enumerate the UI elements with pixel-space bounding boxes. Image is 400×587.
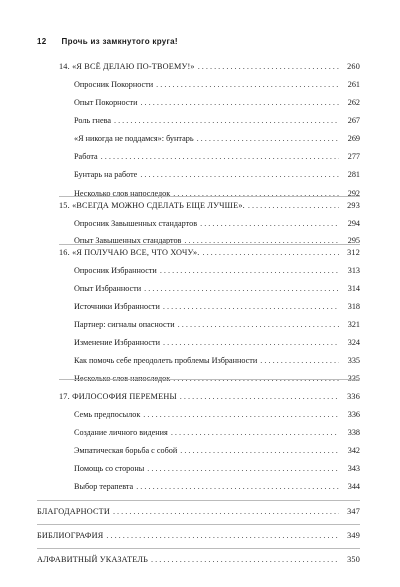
toc-entry xyxy=(59,248,360,260)
toc-entry-page: 314 xyxy=(347,284,360,293)
toc-entry xyxy=(74,410,360,422)
dot-leader xyxy=(180,446,339,455)
toc-entry xyxy=(74,170,360,182)
toc-entry-title: 14. «Я ВСЁ ДЕЛАЮ ПО-ТВОЕМУ!» xyxy=(59,62,195,71)
toc-entry-title: Источники Избранности xyxy=(74,302,160,311)
toc-entry-page: 349 xyxy=(347,531,360,540)
toc-entry-title: Опросник Завышенных стандартов xyxy=(74,219,198,228)
toc-entry xyxy=(37,507,360,519)
toc-entry-title: Несколько слов напоследок xyxy=(74,374,171,383)
dot-leader xyxy=(136,482,339,491)
toc-entry-title: 15. «ВСЕГДА МОЖНО СДЕЛАТЬ ЕЩЕ ЛУЧШЕ». xyxy=(59,201,245,210)
toc-entry-title: 16. «Я ПОЛУЧАЮ ВСЕ, ЧТО ХОЧУ». xyxy=(59,248,200,257)
toc-entry-page: 312 xyxy=(347,248,360,257)
dot-leader xyxy=(163,302,339,311)
dot-leader xyxy=(197,134,339,143)
dot-leader xyxy=(147,464,339,473)
toc-entry-title: Выбор терапевта xyxy=(74,482,134,491)
toc-entry xyxy=(74,446,360,458)
section-divider xyxy=(59,379,360,380)
toc-entry-page: 262 xyxy=(347,98,360,107)
toc-entry-title: Создание личного видения xyxy=(74,428,168,437)
dot-leader xyxy=(114,116,339,125)
toc-entry-title: Изменение Избранности xyxy=(74,338,161,347)
toc-entry-title: Опросник Покорности xyxy=(74,80,154,89)
section-divider xyxy=(37,500,360,501)
toc-entry xyxy=(74,302,360,314)
book-title: Прочь из замкнутого круга! xyxy=(61,37,178,46)
dot-leader xyxy=(140,98,339,107)
toc-entry-page: 269 xyxy=(347,134,360,143)
toc-entry-page: 336 xyxy=(347,410,360,419)
toc-entry xyxy=(59,392,360,404)
section-divider xyxy=(37,524,360,525)
running-header xyxy=(37,37,178,46)
toc-entry-title: Партнер: сигналы опасности xyxy=(74,320,175,329)
toc-entry-page: 260 xyxy=(347,62,360,71)
toc-entry-title: АЛФАВИТНЫЙ УКАЗАТЕЛЬ xyxy=(37,555,149,564)
toc-entry-title: Помощь со стороны xyxy=(74,464,145,473)
toc-entry-page: 324 xyxy=(347,338,360,347)
toc-entry-page: 344 xyxy=(347,482,360,491)
toc-entry xyxy=(37,531,360,543)
page-number: 12 xyxy=(37,37,47,46)
toc-entry xyxy=(74,284,360,296)
toc-entry xyxy=(59,62,360,74)
toc-entry xyxy=(74,80,360,92)
dot-leader xyxy=(200,219,339,228)
toc-entry-page: 321 xyxy=(347,320,360,329)
toc-entry xyxy=(74,482,360,494)
dot-leader xyxy=(248,201,339,210)
toc-entry xyxy=(74,374,360,386)
toc-entry-page: 338 xyxy=(347,428,360,437)
dot-leader xyxy=(202,248,339,257)
dot-leader xyxy=(178,320,339,329)
dot-leader xyxy=(171,428,339,437)
toc-entry-page: 335 xyxy=(347,374,360,383)
toc-entry-page: 347 xyxy=(347,507,360,516)
toc-entry-title: Работа xyxy=(74,152,98,161)
toc-entry-page: 350 xyxy=(347,555,360,564)
dot-leader xyxy=(163,338,339,347)
toc-entry xyxy=(74,320,360,332)
toc-entry xyxy=(74,98,360,110)
dot-leader xyxy=(198,62,339,71)
toc-entry-title: Эмпатическая борьба с собой xyxy=(74,446,178,455)
toc-entry-title: Опыт Покорности xyxy=(74,98,138,107)
toc-entry-title: БЛАГОДАРНОСТИ xyxy=(37,507,110,516)
dot-leader xyxy=(113,507,339,516)
toc-entry-page: 281 xyxy=(347,170,360,179)
dot-leader xyxy=(101,152,339,161)
dot-leader xyxy=(160,266,339,275)
toc-entry xyxy=(74,116,360,128)
dot-leader xyxy=(260,356,339,365)
toc-entry-page: 335 xyxy=(347,356,360,365)
toc-entry-title: БИБЛИОГРАФИЯ xyxy=(37,531,104,540)
toc-entry xyxy=(74,266,360,278)
toc-entry-page: 343 xyxy=(347,464,360,473)
toc-entry-page: 294 xyxy=(347,219,360,228)
toc-entry-title: Роль гнева xyxy=(74,116,111,125)
toc-entry-page: 336 xyxy=(347,392,360,401)
toc-entry-title: «Я никогда не поддамся»: бунтарь xyxy=(74,134,194,143)
toc-entry-title: Опыт Завышенных стандартов xyxy=(74,236,182,245)
dot-leader xyxy=(180,392,339,401)
section-divider xyxy=(37,548,360,549)
dot-leader xyxy=(106,531,339,540)
toc-entry-page: 292 xyxy=(347,189,360,198)
toc-entry-title: Опросник Избранности xyxy=(74,266,157,275)
toc-entry-title: Бунтарь на работе xyxy=(74,170,138,179)
toc-entry xyxy=(59,201,360,213)
toc-entry-page: 267 xyxy=(347,116,360,125)
dot-leader xyxy=(151,555,339,564)
section-divider xyxy=(59,196,360,197)
dot-leader xyxy=(156,80,339,89)
toc-entry-title: Несколько слов напоследок xyxy=(74,189,171,198)
toc-entry-page: 261 xyxy=(347,80,360,89)
dot-leader xyxy=(143,410,339,419)
toc-entry xyxy=(74,219,360,231)
toc-entry-title: Семь предпосылок xyxy=(74,410,141,419)
toc-entry xyxy=(74,338,360,350)
toc-entry xyxy=(74,134,360,146)
toc-entry-page: 295 xyxy=(347,236,360,245)
toc-entry xyxy=(74,152,360,164)
toc-entry xyxy=(74,428,360,440)
toc-entry xyxy=(74,356,360,368)
toc-entry-title: Опыт Избранности xyxy=(74,284,142,293)
toc-entry xyxy=(37,555,360,567)
dot-leader xyxy=(140,170,339,179)
toc-entry-page: 313 xyxy=(347,266,360,275)
toc-entry-page: 277 xyxy=(347,152,360,161)
dot-leader xyxy=(144,284,339,293)
toc-entry xyxy=(74,236,360,248)
toc-entry-title: Как помочь себе преодолеть проблемы Избранности xyxy=(74,356,258,365)
toc-entry-page: 342 xyxy=(347,446,360,455)
section-divider xyxy=(59,244,360,245)
toc-entry-page: 318 xyxy=(347,302,360,311)
toc-entry-page: 293 xyxy=(347,201,360,210)
toc-entry xyxy=(74,189,360,201)
toc-entry xyxy=(74,464,360,476)
toc-entry-title: 17. ФИЛОСОФИЯ ПЕРЕМЕНЫ xyxy=(59,392,177,401)
